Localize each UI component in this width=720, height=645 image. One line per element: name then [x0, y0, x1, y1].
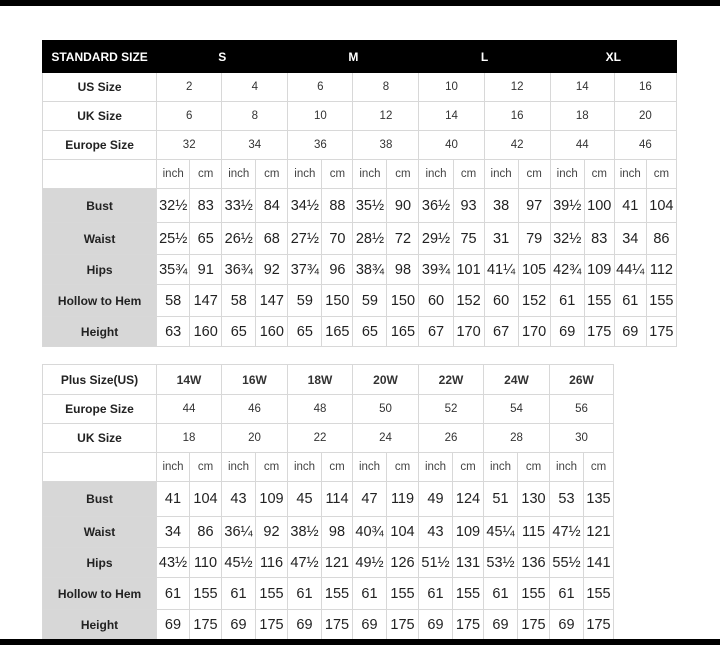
measurement-value: 124: [453, 482, 484, 517]
unit-inch-label: inch: [484, 160, 518, 189]
unit-row-blank: [43, 160, 157, 189]
measurement-value: 75: [453, 223, 484, 255]
measurement-row: [43, 285, 677, 317]
measurement-value: 41¼: [484, 255, 518, 285]
size-row: [43, 102, 677, 131]
measurement-label: Bust: [43, 482, 157, 517]
unit-inch-label: inch: [353, 160, 387, 189]
measurement-label: Hips: [43, 548, 157, 578]
measurement-value: 147: [256, 285, 288, 317]
unit-cm-label: cm: [453, 453, 484, 482]
measurement-value: 170: [453, 317, 484, 347]
unit-inch-label: inch: [550, 453, 584, 482]
measurement-value: 38½: [288, 517, 322, 548]
measurement-value: 105: [518, 255, 550, 285]
size-group-header: S: [157, 41, 288, 73]
measurement-value: 90: [387, 189, 419, 223]
measurement-value: 32½: [157, 189, 190, 223]
measurement-value: 40¾: [353, 517, 387, 548]
size-row-label: Europe Size: [43, 395, 157, 424]
measurement-value: 96: [322, 255, 353, 285]
measurement-value: 83: [584, 223, 614, 255]
size-row-label: UK Size: [43, 424, 157, 453]
measurement-value: 175: [584, 610, 614, 640]
measurement-value: 136: [518, 548, 550, 578]
measurement-value: 47½: [550, 517, 584, 548]
size-row: [43, 131, 677, 160]
measurement-value: 100: [584, 189, 614, 223]
measurement-value: 61: [550, 285, 584, 317]
measurement-value: 58: [157, 285, 190, 317]
measurement-value: 160: [256, 317, 288, 347]
measurement-value: 92: [256, 517, 288, 548]
unit-cm-label: cm: [190, 453, 222, 482]
measurement-label: Hollow to Hem: [43, 285, 157, 317]
measurement-label: Waist: [43, 223, 157, 255]
measurement-value: 61: [614, 285, 646, 317]
measurement-value: 175: [190, 610, 222, 640]
measurement-value: 41: [157, 482, 190, 517]
unit-inch-label: inch: [353, 453, 387, 482]
size-value: 40: [419, 131, 484, 160]
top-border-bar: [0, 0, 720, 6]
measurement-value: 175: [322, 610, 353, 640]
measurement-value: 155: [322, 578, 353, 610]
measurement-label: Height: [43, 610, 157, 640]
measurement-value: 83: [190, 189, 222, 223]
size-value: 46: [614, 131, 676, 160]
unit-inch-label: inch: [222, 160, 256, 189]
measurement-value: 34½: [288, 189, 322, 223]
size-value: 8: [222, 102, 288, 131]
unit-row: [43, 453, 614, 482]
size-value: 12: [353, 102, 419, 131]
unit-inch-label: inch: [419, 453, 453, 482]
measurement-value: 39¾: [419, 255, 453, 285]
size-group-header: M: [288, 41, 419, 73]
measurement-value: 150: [387, 285, 419, 317]
unit-cm-label: cm: [453, 160, 484, 189]
measurement-value: 58: [222, 285, 256, 317]
measurement-value: 43: [222, 482, 256, 517]
size-value: 18: [157, 424, 222, 453]
measurement-value: 65: [353, 317, 387, 347]
unit-cm-label: cm: [518, 453, 550, 482]
measurement-value: 36½: [419, 189, 453, 223]
measurement-value: 61: [550, 578, 584, 610]
measurement-value: 72: [387, 223, 419, 255]
size-value: 2: [157, 73, 222, 102]
measurement-value: 36¼: [222, 517, 256, 548]
size-value: 22: [288, 424, 353, 453]
measurement-label: Waist: [43, 517, 157, 548]
unit-cm-label: cm: [322, 160, 353, 189]
size-value: 36: [288, 131, 353, 160]
size-value: 38: [353, 131, 419, 160]
measurement-value: 63: [157, 317, 190, 347]
size-value: 30: [550, 424, 614, 453]
measurement-value: 35½: [353, 189, 387, 223]
measurement-value: 61: [484, 578, 518, 610]
measurement-value: 43: [419, 517, 453, 548]
size-value: 44: [157, 395, 222, 424]
measurement-value: 69: [550, 317, 584, 347]
standard-size-header-label: STANDARD SIZE: [43, 41, 157, 73]
measurement-value: 147: [190, 285, 222, 317]
measurement-value: 26½: [222, 223, 256, 255]
unit-cm-label: cm: [518, 160, 550, 189]
plus-header-row: [43, 365, 614, 395]
measurement-value: 39½: [550, 189, 584, 223]
unit-inch-label: inch: [157, 453, 190, 482]
standard-size-chart: [42, 40, 677, 347]
measurement-row: [43, 317, 677, 347]
measurement-value: 150: [322, 285, 353, 317]
measurement-value: 104: [387, 517, 419, 548]
measurement-value: 61: [157, 578, 190, 610]
measurement-value: 67: [484, 317, 518, 347]
measurement-value: 59: [288, 285, 322, 317]
size-value: 34: [222, 131, 288, 160]
measurement-value: 104: [646, 189, 676, 223]
size-value: 8: [353, 73, 419, 102]
size-row: [43, 73, 677, 102]
measurement-value: 119: [387, 482, 419, 517]
measurement-value: 25½: [157, 223, 190, 255]
size-value: 52: [419, 395, 484, 424]
measurement-value: 43½: [157, 548, 190, 578]
size-value: 42: [484, 131, 550, 160]
measurement-value: 131: [453, 548, 484, 578]
measurement-value: 165: [387, 317, 419, 347]
measurement-value: 69: [353, 610, 387, 640]
size-value: 46: [222, 395, 288, 424]
measurement-value: 155: [256, 578, 288, 610]
measurement-value: 49½: [353, 548, 387, 578]
measurement-value: 104: [190, 482, 222, 517]
unit-inch-label: inch: [419, 160, 453, 189]
measurement-value: 155: [646, 285, 676, 317]
measurement-value: 70: [322, 223, 353, 255]
plus-size-header: 26W: [550, 365, 614, 395]
measurement-value: 110: [190, 548, 222, 578]
size-value: 56: [550, 395, 614, 424]
size-row: [43, 424, 614, 453]
measurement-value: 109: [453, 517, 484, 548]
measurement-row: [43, 610, 614, 640]
measurement-value: 126: [387, 548, 419, 578]
size-value: 18: [550, 102, 614, 131]
measurement-value: 97: [518, 189, 550, 223]
measurement-value: 38: [484, 189, 518, 223]
measurement-value: 45¼: [484, 517, 518, 548]
measurement-value: 51½: [419, 548, 453, 578]
measurement-value: 109: [584, 255, 614, 285]
plus-size-header: 18W: [288, 365, 353, 395]
size-value: 48: [288, 395, 353, 424]
measurement-value: 38¾: [353, 255, 387, 285]
measurement-value: 155: [387, 578, 419, 610]
measurement-value: 68: [256, 223, 288, 255]
measurement-value: 116: [256, 548, 288, 578]
measurement-value: 130: [518, 482, 550, 517]
measurement-value: 155: [584, 285, 614, 317]
measurement-value: 34: [614, 223, 646, 255]
measurement-value: 61: [419, 578, 453, 610]
measurement-value: 175: [584, 317, 614, 347]
measurement-value: 112: [646, 255, 676, 285]
unit-inch-label: inch: [288, 453, 322, 482]
plus-size-header-label: Plus Size(US): [43, 365, 157, 395]
measurement-value: 33½: [222, 189, 256, 223]
measurement-value: 69: [222, 610, 256, 640]
measurement-value: 92: [256, 255, 288, 285]
measurement-value: 98: [322, 517, 353, 548]
size-value: 54: [484, 395, 550, 424]
size-value: 24: [353, 424, 419, 453]
unit-row-blank: [43, 453, 157, 482]
measurement-value: 69: [484, 610, 518, 640]
measurement-value: 69: [157, 610, 190, 640]
size-row-label: Europe Size: [43, 131, 157, 160]
measurement-value: 109: [256, 482, 288, 517]
measurement-value: 121: [322, 548, 353, 578]
measurement-value: 86: [646, 223, 676, 255]
measurement-value: 67: [419, 317, 453, 347]
measurement-value: 44¼: [614, 255, 646, 285]
measurement-value: 55½: [550, 548, 584, 578]
measurement-value: 45: [288, 482, 322, 517]
size-value: 6: [288, 73, 353, 102]
measurement-value: 61: [288, 578, 322, 610]
unit-cm-label: cm: [584, 160, 614, 189]
measurement-value: 53: [550, 482, 584, 517]
measurement-value: 175: [387, 610, 419, 640]
measurement-value: 53½: [484, 548, 518, 578]
measurement-row: [43, 517, 614, 548]
measurement-value: 65: [288, 317, 322, 347]
measurement-value: 69: [614, 317, 646, 347]
measurement-value: 135: [584, 482, 614, 517]
measurement-value: 93: [453, 189, 484, 223]
measurement-value: 69: [419, 610, 453, 640]
size-value: 14: [419, 102, 484, 131]
unit-cm-label: cm: [387, 453, 419, 482]
size-row-label: UK Size: [43, 102, 157, 131]
measurement-value: 175: [518, 610, 550, 640]
unit-cm-label: cm: [646, 160, 676, 189]
measurement-value: 84: [256, 189, 288, 223]
size-value: 20: [222, 424, 288, 453]
measurement-value: 61: [222, 578, 256, 610]
unit-row: [43, 160, 677, 189]
measurement-value: 155: [584, 578, 614, 610]
measurement-value: 41: [614, 189, 646, 223]
measurement-value: 141: [584, 548, 614, 578]
measurement-value: 47½: [288, 548, 322, 578]
measurement-value: 101: [453, 255, 484, 285]
measurement-value: 121: [584, 517, 614, 548]
plus-size-header: 20W: [353, 365, 419, 395]
measurement-value: 49: [419, 482, 453, 517]
size-value: 10: [288, 102, 353, 131]
size-value: 4: [222, 73, 288, 102]
measurement-row: [43, 482, 614, 517]
measurement-value: 152: [453, 285, 484, 317]
size-group-header: L: [419, 41, 550, 73]
size-value: 16: [484, 102, 550, 131]
size-value: 26: [419, 424, 484, 453]
measurement-value: 28½: [353, 223, 387, 255]
unit-cm-label: cm: [256, 453, 288, 482]
unit-inch-label: inch: [484, 453, 518, 482]
size-value: 20: [614, 102, 676, 131]
plus-size-header: 22W: [419, 365, 484, 395]
measurement-value: 37¾: [288, 255, 322, 285]
unit-cm-label: cm: [322, 453, 353, 482]
unit-cm-label: cm: [584, 453, 614, 482]
measurement-value: 31: [484, 223, 518, 255]
size-value: 32: [157, 131, 222, 160]
measurement-value: 35¾: [157, 255, 190, 285]
size-value: 28: [484, 424, 550, 453]
measurement-value: 60: [419, 285, 453, 317]
measurement-value: 61: [353, 578, 387, 610]
measurement-value: 69: [288, 610, 322, 640]
size-group-header: XL: [550, 41, 676, 73]
size-value: 44: [550, 131, 614, 160]
measurement-value: 175: [646, 317, 676, 347]
measurement-value: 79: [518, 223, 550, 255]
size-value: 10: [419, 73, 484, 102]
measurement-row: [43, 578, 614, 610]
standard-header-row: [43, 41, 677, 73]
size-value: 12: [484, 73, 550, 102]
measurement-value: 170: [518, 317, 550, 347]
unit-cm-label: cm: [190, 160, 222, 189]
unit-inch-label: inch: [550, 160, 584, 189]
unit-cm-label: cm: [387, 160, 419, 189]
measurement-value: 155: [190, 578, 222, 610]
plus-size-header: 16W: [222, 365, 288, 395]
unit-inch-label: inch: [157, 160, 190, 189]
measurement-value: 155: [518, 578, 550, 610]
measurement-value: 155: [453, 578, 484, 610]
measurement-value: 47: [353, 482, 387, 517]
measurement-value: 32½: [550, 223, 584, 255]
size-row-label: US Size: [43, 73, 157, 102]
measurement-value: 115: [518, 517, 550, 548]
measurement-value: 65: [222, 317, 256, 347]
plus-size-header: 24W: [484, 365, 550, 395]
measurement-label: Bust: [43, 189, 157, 223]
measurement-value: 27½: [288, 223, 322, 255]
size-value: 6: [157, 102, 222, 131]
unit-cm-label: cm: [256, 160, 288, 189]
bottom-border-bar: [0, 639, 720, 645]
measurement-value: 86: [190, 517, 222, 548]
measurement-value: 114: [322, 482, 353, 517]
measurement-value: 59: [353, 285, 387, 317]
measurement-value: 165: [322, 317, 353, 347]
measurement-value: 45½: [222, 548, 256, 578]
measurement-row: [43, 189, 677, 223]
measurement-value: 29½: [419, 223, 453, 255]
measurement-label: Height: [43, 317, 157, 347]
measurement-value: 152: [518, 285, 550, 317]
size-value: 50: [353, 395, 419, 424]
measurement-value: 60: [484, 285, 518, 317]
size-row: [43, 395, 614, 424]
measurement-value: 175: [453, 610, 484, 640]
size-value: 16: [614, 73, 676, 102]
plus-size-header: 14W: [157, 365, 222, 395]
measurement-value: 36¾: [222, 255, 256, 285]
measurement-value: 175: [256, 610, 288, 640]
measurement-value: 51: [484, 482, 518, 517]
measurement-row: [43, 223, 677, 255]
unit-inch-label: inch: [614, 160, 646, 189]
measurement-row: [43, 255, 677, 285]
measurement-value: 91: [190, 255, 222, 285]
unit-inch-label: inch: [222, 453, 256, 482]
measurement-value: 98: [387, 255, 419, 285]
unit-inch-label: inch: [288, 160, 322, 189]
plus-size-chart: [42, 364, 614, 640]
measurement-value: 69: [550, 610, 584, 640]
measurement-value: 88: [322, 189, 353, 223]
size-value: 14: [550, 73, 614, 102]
measurement-row: [43, 548, 614, 578]
measurement-value: 42¾: [550, 255, 584, 285]
measurement-value: 34: [157, 517, 190, 548]
measurement-value: 160: [190, 317, 222, 347]
measurement-label: Hips: [43, 255, 157, 285]
measurement-value: 65: [190, 223, 222, 255]
measurement-label: Hollow to Hem: [43, 578, 157, 610]
